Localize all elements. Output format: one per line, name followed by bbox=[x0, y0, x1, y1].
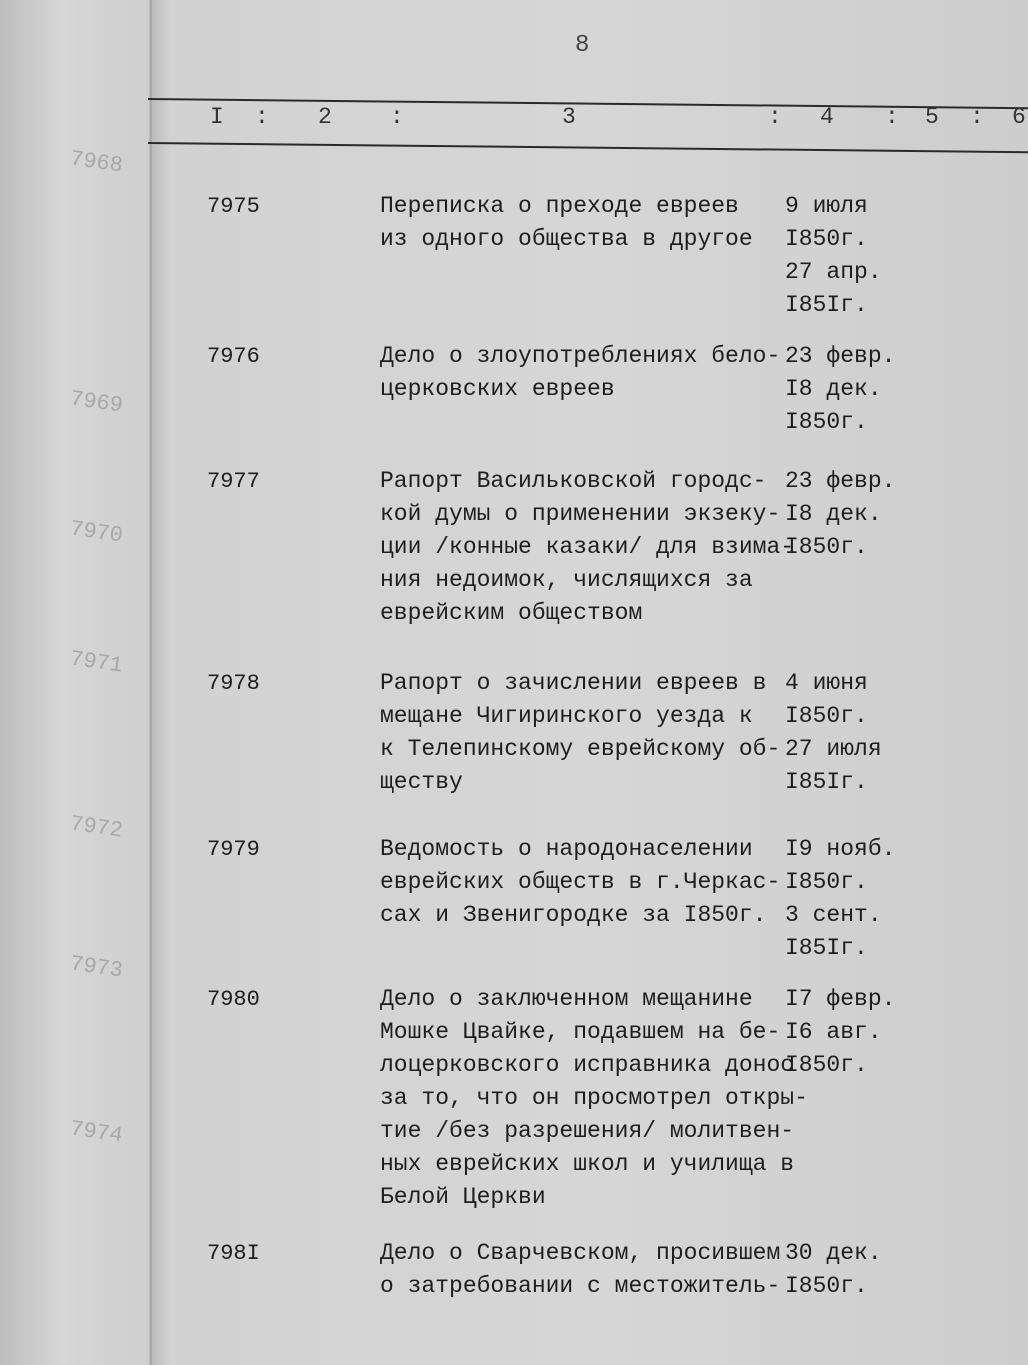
date-line: I850г. bbox=[785, 869, 868, 895]
entry-dates bbox=[785, 983, 895, 1082]
description-line: Переписка о преходе евреев bbox=[380, 193, 739, 219]
description-line: еврейских обществ в г.Черкас- bbox=[380, 869, 781, 895]
date-line: I850г. bbox=[785, 1052, 868, 1078]
entry-number: 7980 bbox=[207, 987, 260, 1012]
date-line: 30 дек. bbox=[785, 1240, 882, 1266]
description-line: Мошке Цвайке, подавшем на бе- bbox=[380, 1019, 781, 1045]
description-line: ных еврейских школ и училища в bbox=[380, 1151, 795, 1177]
description-line: ции /конные казаки/ для взима- bbox=[380, 534, 795, 560]
entry-number: 7979 bbox=[207, 837, 260, 862]
col-1-header: I bbox=[210, 104, 224, 130]
date-line: I850г. bbox=[785, 226, 868, 252]
bleed-through-number: 7970 bbox=[68, 516, 125, 549]
date-line: I850г. bbox=[785, 703, 868, 729]
entry-description bbox=[380, 983, 808, 1214]
description-line: Дело о злоупотреблениях бело- bbox=[380, 343, 781, 369]
description-line: о затребовании с местожитель- bbox=[380, 1273, 781, 1299]
date-line: I9 нояб. bbox=[785, 836, 896, 862]
date-line: 27 апр. bbox=[785, 259, 882, 285]
bleed-through-number: 7973 bbox=[68, 951, 125, 984]
description-line: Рапорт о зачислении евреев в bbox=[380, 670, 767, 696]
entry-number: 7975 bbox=[207, 194, 260, 219]
description-line: Ведомость о народонаселении bbox=[380, 836, 753, 862]
entry-description bbox=[380, 667, 780, 799]
bleed-through-number: 7972 bbox=[68, 811, 125, 844]
date-line: 3 сент. bbox=[785, 902, 882, 928]
entry-dates bbox=[785, 833, 895, 965]
col-2-header: 2 bbox=[318, 104, 332, 130]
bleed-through-number: 7968 bbox=[68, 146, 125, 179]
entry-description bbox=[380, 465, 794, 630]
description-line: ния недоимок, числящихся за bbox=[380, 567, 753, 593]
previous-page-edge bbox=[0, 0, 152, 1365]
table-header-rule bbox=[148, 142, 1028, 153]
date-line: I850г. bbox=[785, 409, 868, 435]
col-separator: : bbox=[255, 104, 269, 130]
description-line: из одного общества в другое bbox=[380, 226, 753, 252]
entry-number: 7977 bbox=[207, 469, 260, 494]
date-line: I850г. bbox=[785, 1273, 868, 1299]
description-line: сах и Звенигородке за I850г. bbox=[380, 902, 767, 928]
date-line: 27 июля bbox=[785, 736, 882, 762]
col-3-header: 3 bbox=[562, 104, 576, 130]
description-line: лоцерковского исправника донос bbox=[380, 1052, 795, 1078]
entry-description bbox=[380, 1237, 780, 1303]
description-line: мещане Чигиринского уезда к bbox=[380, 703, 753, 729]
date-line: 9 июля bbox=[785, 193, 868, 219]
entry-dates bbox=[785, 190, 882, 322]
entry-number: 7976 bbox=[207, 344, 260, 369]
description-line: Дело о заключенном мещанине bbox=[380, 986, 753, 1012]
col-6-header: 6 bbox=[1012, 104, 1026, 130]
date-line: 23 февр. bbox=[785, 343, 896, 369]
col-separator: : bbox=[768, 104, 782, 130]
col-4-header: 4 bbox=[820, 104, 834, 130]
date-line: I850г. bbox=[785, 534, 868, 560]
description-line: церковских евреев bbox=[380, 376, 615, 402]
col-separator: : bbox=[390, 104, 404, 130]
entry-dates bbox=[785, 667, 882, 799]
description-line: к Телепинскому еврейскому об- bbox=[380, 736, 781, 762]
entry-dates bbox=[785, 465, 895, 564]
description-line: еврейским обществом bbox=[380, 600, 643, 626]
col-5-header: 5 bbox=[925, 104, 939, 130]
entry-description bbox=[380, 340, 780, 406]
description-line: за то, что он просмотрел откры- bbox=[380, 1085, 808, 1111]
description-line: Дело о Сварчевском, просившем bbox=[380, 1240, 781, 1266]
entry-dates bbox=[785, 1237, 882, 1303]
description-line: Рапорт Васильковской городс- bbox=[380, 468, 767, 494]
col-separator: : bbox=[885, 104, 899, 130]
description-line: тие /без разрешения/ молитвен- bbox=[380, 1118, 795, 1144]
bleed-through-number: 7971 bbox=[68, 646, 125, 679]
date-line: I85Iг. bbox=[785, 292, 868, 318]
col-separator: : bbox=[970, 104, 984, 130]
entry-dates bbox=[785, 340, 895, 439]
description-line: кой думы о применении экзеку- bbox=[380, 501, 781, 527]
date-line: I6 авг. bbox=[785, 1019, 882, 1045]
bleed-through-number: 7974 bbox=[68, 1116, 125, 1149]
date-line: I85Iг. bbox=[785, 935, 868, 961]
date-line: 23 февр. bbox=[785, 468, 896, 494]
date-line: I8 дек. bbox=[785, 501, 882, 527]
bleed-through-number: 7969 bbox=[68, 386, 125, 419]
description-line: ществу bbox=[380, 769, 463, 795]
page-number: 8 bbox=[575, 32, 590, 59]
description-line: Белой Церкви bbox=[380, 1184, 546, 1210]
date-line: I7 февр. bbox=[785, 986, 896, 1012]
entry-number: 7978 bbox=[207, 671, 260, 696]
entry-description bbox=[380, 190, 753, 256]
date-line: I8 дек. bbox=[785, 376, 882, 402]
entry-description bbox=[380, 833, 780, 932]
entry-number: 798I bbox=[207, 1241, 260, 1266]
date-line: 4 июня bbox=[785, 670, 868, 696]
date-line: I85Iг. bbox=[785, 769, 868, 795]
